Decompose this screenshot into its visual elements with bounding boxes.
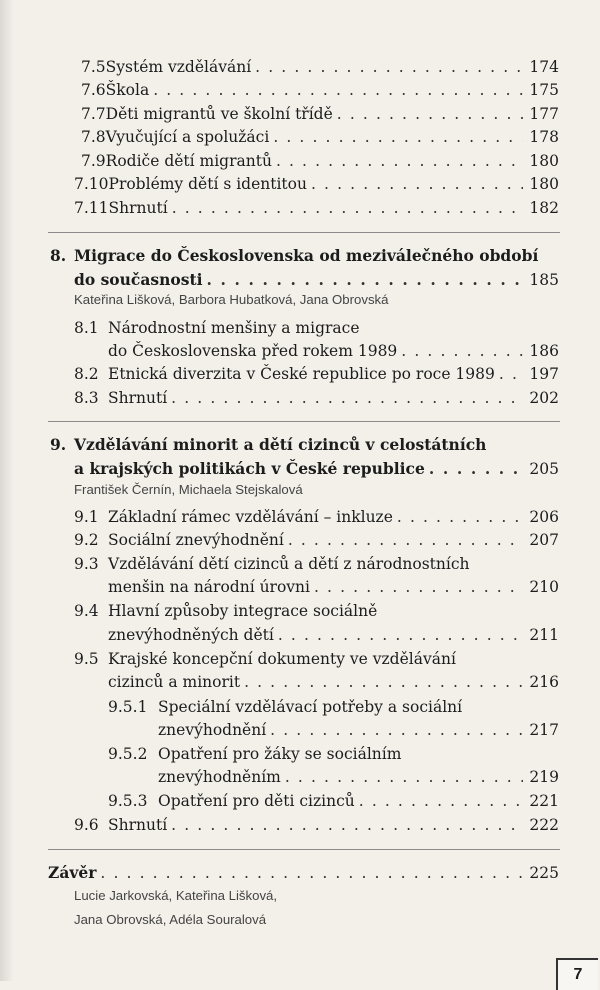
- toc-entry-number: 8.3: [74, 389, 99, 407]
- chapter-page: 185: [529, 271, 559, 289]
- toc-entry-number: 8.1: [74, 319, 99, 337]
- toc-entry[interactable]: [158, 765, 559, 789]
- toc-entry-title: Škola: [105, 81, 150, 99]
- toc-entry-title: Základní rámec vzdělávání – inkluze: [108, 508, 393, 526]
- toc-entry-number: 9.5.3: [108, 792, 148, 810]
- dot-leader: [273, 125, 523, 149]
- toc-entry-page: 178: [529, 128, 559, 146]
- chapter-title-line2: a krajských politikách v České republice: [74, 459, 425, 478]
- toc-entry-number: 9.2: [74, 531, 99, 549]
- toc-entry-title-line2: znevýhodnění: [158, 721, 267, 739]
- toc-entry[interactable]: [74, 813, 559, 837]
- dot-leader: [429, 457, 524, 481]
- dot-leader: [276, 149, 523, 173]
- section-divider: [48, 849, 560, 850]
- dot-leader: [285, 765, 524, 789]
- toc-entry[interactable]: [158, 718, 559, 742]
- toc-entry-page: 206: [529, 508, 559, 526]
- toc-entry[interactable]: [108, 789, 559, 813]
- toc-entry-title: Děti migrantů ve školní třídě: [105, 105, 333, 123]
- chapter-title-continued[interactable]: [74, 457, 559, 481]
- toc-entry-conclusion[interactable]: [48, 861, 559, 885]
- toc-entry[interactable]: [74, 362, 559, 386]
- toc-entry-title: Rodiče dětí migrantů: [105, 152, 272, 170]
- chapter-authors: František Černín, Michaela Stejskalová: [74, 482, 303, 497]
- dot-leader: [171, 386, 523, 410]
- toc-entry[interactable]: [74, 528, 559, 552]
- toc-entry-title: Sociální znevýhodnění: [108, 531, 284, 549]
- toc-entry-number: 9.6: [74, 816, 99, 834]
- chapter-title-line2: do současnosti: [74, 270, 203, 289]
- toc-entry-page: 221: [529, 792, 559, 810]
- page-number: 7: [556, 958, 598, 990]
- toc-entry-title[interactable]: Národnostní menšiny a migrace: [108, 319, 360, 337]
- toc-entry-page: 219: [529, 768, 559, 786]
- conclusion-title: Závěr: [48, 863, 97, 882]
- toc-entry-page: 174: [529, 58, 559, 76]
- toc-entry-title-line2: menšin na národní úrovni: [108, 578, 310, 596]
- toc-entry[interactable]: [81, 55, 559, 79]
- toc-entry[interactable]: [74, 196, 559, 220]
- dot-leader: [401, 339, 523, 363]
- toc-entry-page: 180: [529, 152, 559, 170]
- toc-entry-number: 7.6: [81, 81, 106, 99]
- dot-leader: [288, 528, 524, 552]
- toc-entry-page: 211: [529, 626, 559, 644]
- chapter-title[interactable]: Vzdělávání minorit a dětí cizinců v celostátních: [74, 435, 487, 454]
- chapter-title-continued[interactable]: [74, 268, 559, 292]
- section-divider: [48, 421, 560, 422]
- toc-entry-page: 175: [529, 81, 559, 99]
- toc-entry-page: 210: [529, 578, 559, 596]
- toc-entry-page: 182: [529, 199, 559, 217]
- toc-entry-title[interactable]: Speciální vzdělávací potřeby a sociální: [158, 698, 463, 716]
- conclusion-authors-line1: Lucie Jarkovská, Kateřina Lišková,: [74, 888, 278, 903]
- toc-entry-page: 186: [529, 342, 559, 360]
- toc-entry-number: 9.3: [74, 555, 99, 573]
- toc-entry-title: Shrnutí: [108, 389, 168, 407]
- dot-leader: [255, 55, 523, 79]
- toc-entry-title: Opatření pro děti cizinců: [158, 792, 355, 810]
- toc-entry-number: 9.1: [74, 508, 99, 526]
- toc-entry-page: 216: [529, 673, 559, 691]
- chapter-number: 8.: [50, 246, 67, 265]
- toc-entry-title: Vyučující a spolužáci: [105, 128, 270, 146]
- toc-entry-number: 9.5: [74, 650, 99, 668]
- dot-leader: [359, 789, 524, 813]
- toc-entry-number: 7.9: [81, 152, 106, 170]
- toc-entry[interactable]: [74, 172, 559, 196]
- toc-entry-page: 180: [529, 175, 559, 193]
- toc-entry[interactable]: [108, 339, 559, 363]
- toc-entry-title: Systém vzdělávání: [105, 58, 252, 76]
- toc-entry-page: 197: [529, 365, 559, 383]
- toc-entry[interactable]: [108, 670, 559, 694]
- dot-leader: [397, 505, 524, 529]
- toc-entry-title[interactable]: Krajské koncepční dokumenty ve vzdělávání: [108, 650, 456, 668]
- toc-entry[interactable]: [108, 575, 559, 599]
- section-divider: [48, 232, 560, 233]
- dot-leader: [337, 102, 524, 126]
- dot-leader: [499, 362, 524, 386]
- dot-leader: [172, 196, 524, 220]
- conclusion-page: 225: [529, 864, 559, 882]
- dot-leader: [270, 718, 523, 742]
- toc-entry[interactable]: [74, 386, 559, 410]
- dot-leader: [278, 623, 524, 647]
- dot-leader: [244, 670, 523, 694]
- toc-entry-number: 7.8: [81, 128, 106, 146]
- toc-entry-number: 8.2: [74, 365, 99, 383]
- toc-entry-title: Shrnutí: [108, 199, 168, 217]
- toc-entry-title-line2: do Československa před rokem 1989: [108, 342, 398, 360]
- toc-entry-title[interactable]: Vzdělávání dětí cizinců a dětí z národnostních: [108, 555, 470, 573]
- dot-leader: [314, 575, 523, 599]
- toc-entry[interactable]: [81, 102, 559, 126]
- toc-entry-number: 9.5.1: [108, 698, 148, 716]
- toc-entry-number: 7.7: [81, 105, 106, 123]
- toc-entry-number: 7.5: [81, 58, 106, 76]
- toc-entry-number: 9.5.2: [108, 745, 148, 763]
- chapter-authors: Kateřina Lišková, Barbora Hubatková, Jana Obrovská: [74, 292, 389, 307]
- toc-entry[interactable]: [81, 149, 559, 173]
- toc-entry-number: 7.10: [74, 175, 109, 193]
- toc-entry[interactable]: [74, 505, 559, 529]
- toc-entry-number: 9.4: [74, 602, 99, 620]
- toc-entry-title: Shrnutí: [108, 816, 168, 834]
- toc-entry-title-line2: znevýhodněných dětí: [108, 626, 274, 644]
- dot-leader: [207, 268, 524, 292]
- toc-entry-page: 207: [529, 531, 559, 549]
- toc-entry-page: 222: [529, 816, 559, 834]
- dot-leader: [153, 78, 523, 102]
- toc-entry-title: Etnická diverzita v České republice po roce 1989: [108, 365, 495, 383]
- dot-leader: [171, 813, 523, 837]
- toc-entry-title[interactable]: Hlavní způsoby integrace sociálně: [108, 602, 378, 620]
- toc-entry[interactable]: [81, 125, 559, 149]
- toc-entry[interactable]: [81, 78, 559, 102]
- toc-entry-page: 202: [529, 389, 559, 407]
- toc-entry-title-line2: cizinců a minorit: [108, 673, 241, 691]
- dot-leader: [100, 861, 523, 885]
- toc-entry-number: 7.11: [74, 199, 109, 217]
- toc-entry-page: 177: [529, 105, 559, 123]
- toc-entry[interactable]: [108, 623, 559, 647]
- toc-entry-title[interactable]: Opatření pro žáky se sociálním: [158, 745, 402, 763]
- conclusion-authors-line2: Jana Obrovská, Adéla Souralová: [74, 912, 267, 927]
- toc-entry-title-line2: znevýhodněním: [158, 768, 281, 786]
- toc-entry-title: Problémy dětí s identitou: [108, 175, 307, 193]
- chapter-page: 205: [529, 460, 559, 478]
- chapter-number: 9.: [50, 435, 67, 454]
- toc-entry-page: 217: [529, 721, 559, 739]
- chapter-title[interactable]: Migrace do Československa od meziválečného období: [74, 246, 539, 265]
- page-edge-shadow: [0, 0, 14, 981]
- dot-leader: [311, 172, 523, 196]
